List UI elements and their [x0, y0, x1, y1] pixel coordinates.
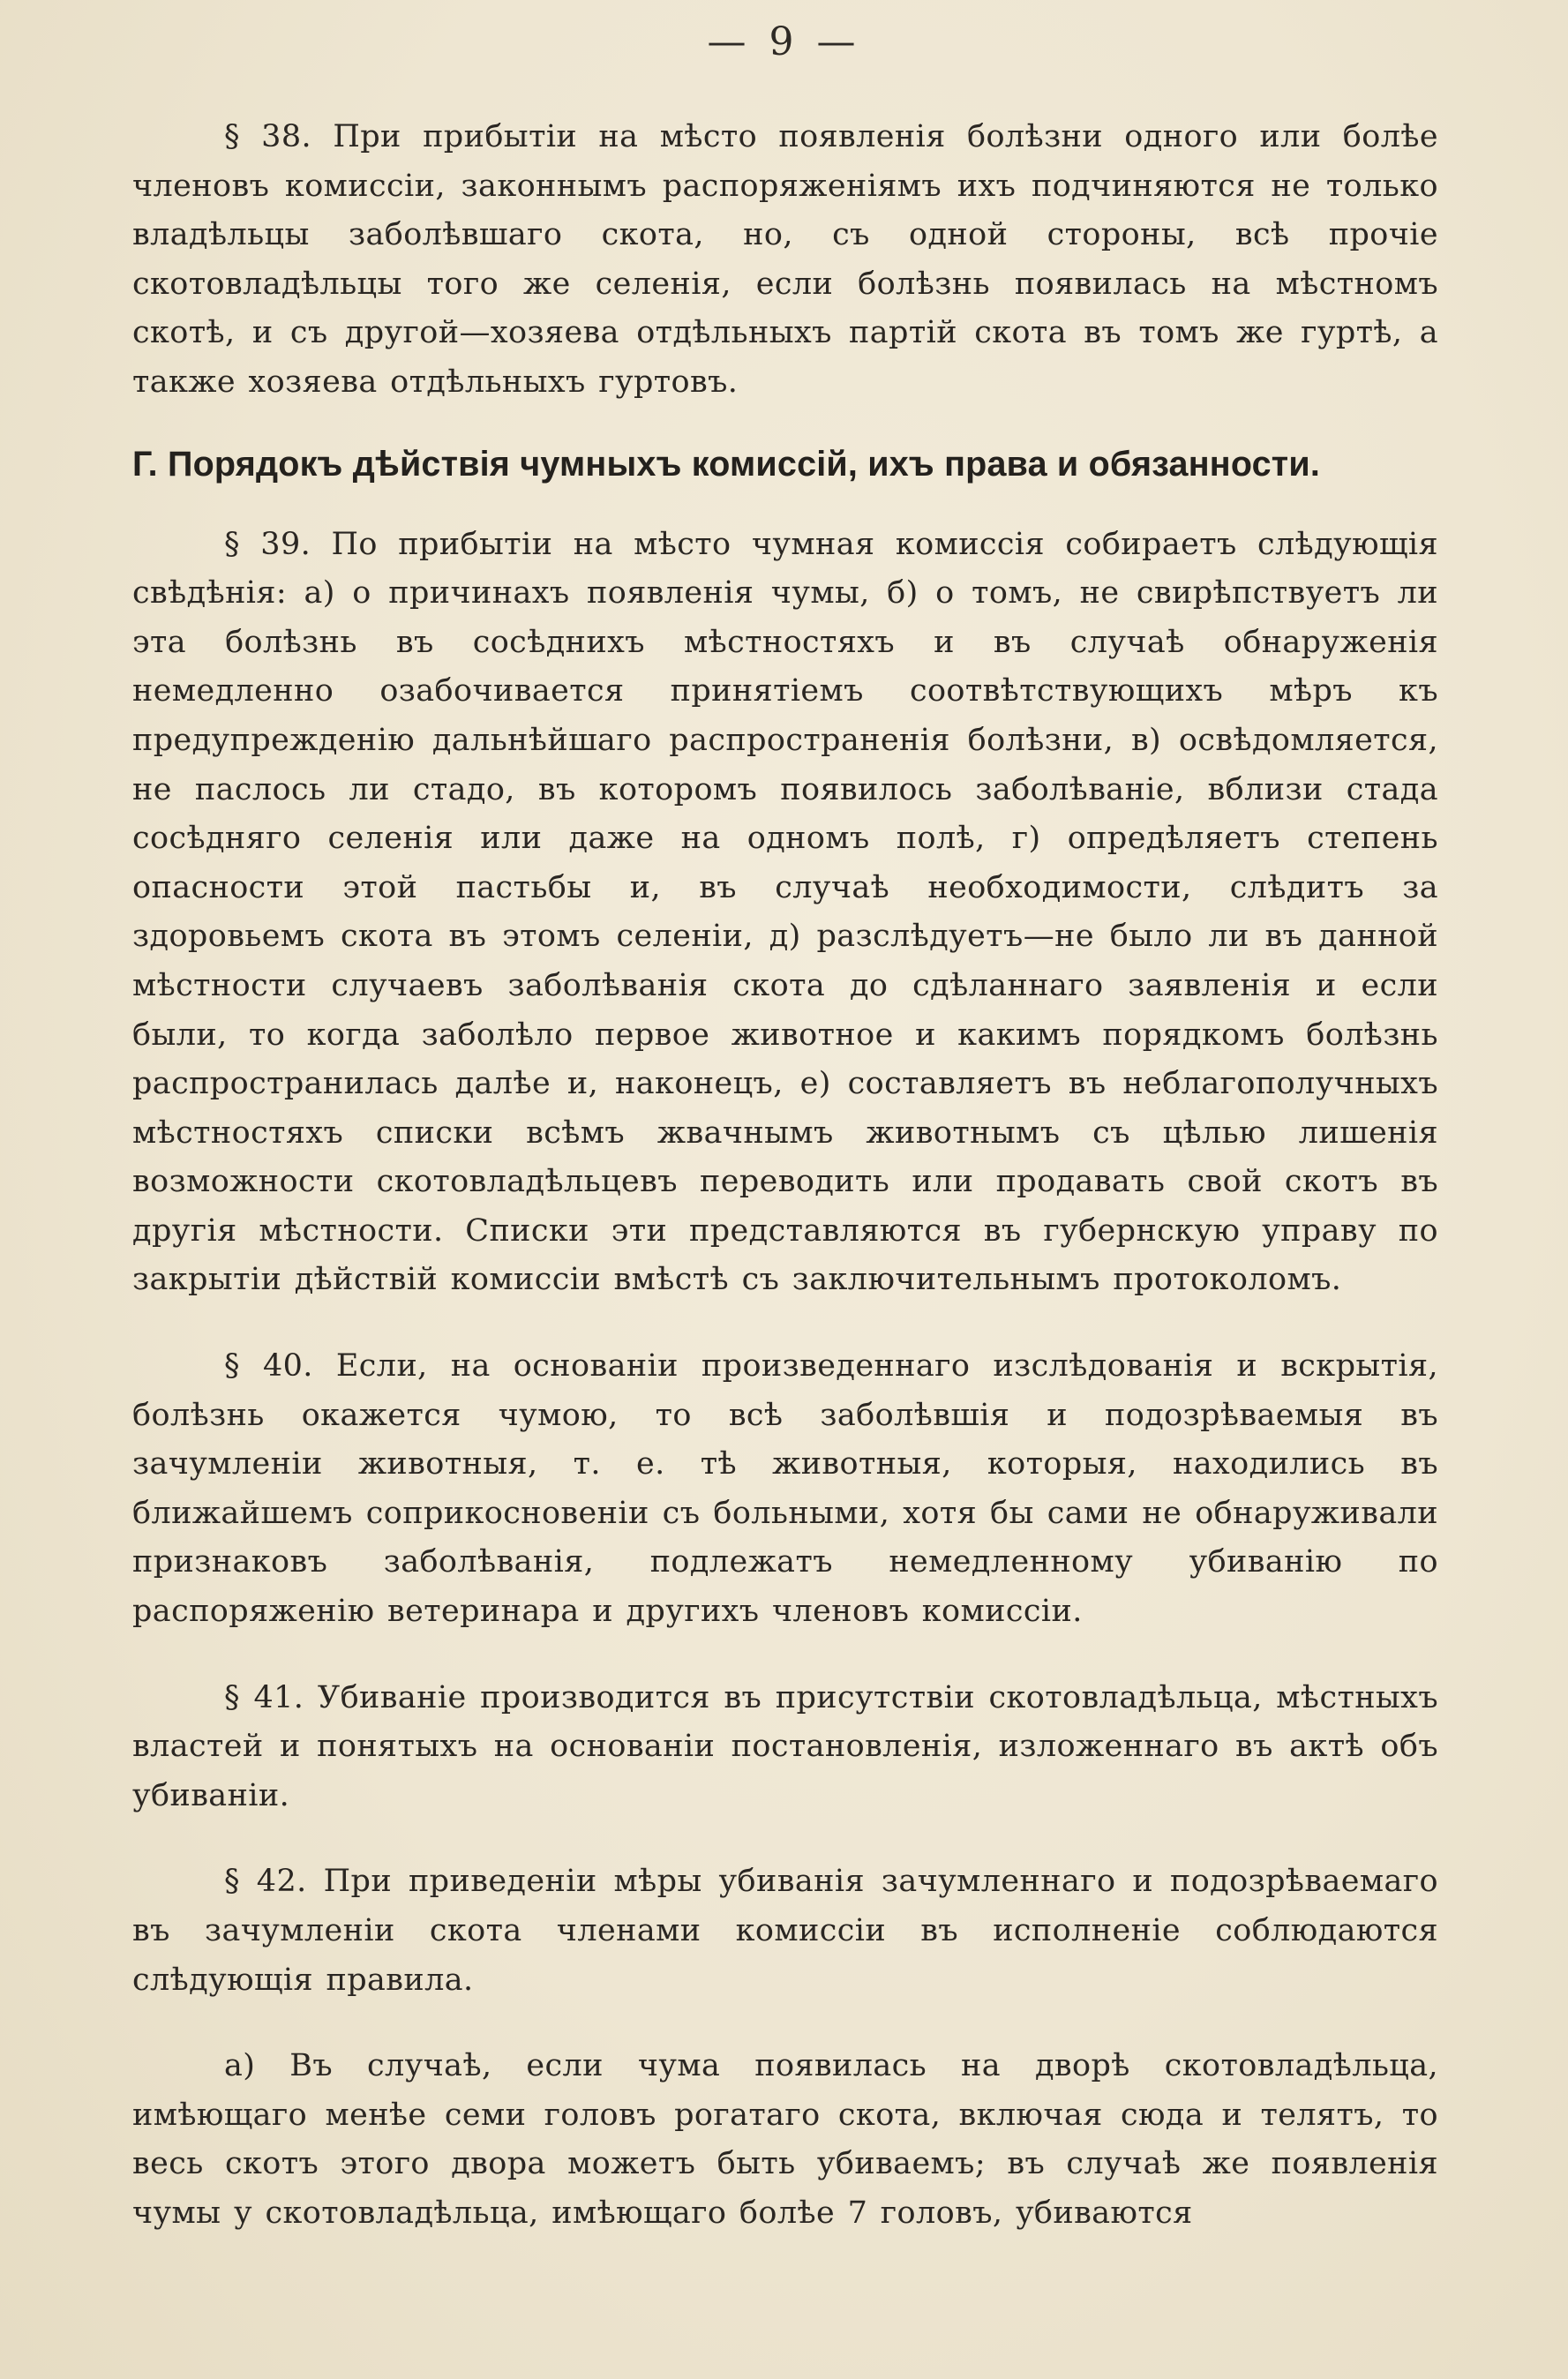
section-38: § 38. При прибытіи на мѣсто появленія болѣзни одного или болѣе членовъ комиссіи, законнымъ распоряженіямъ ихъ подчиняются не только владѣльцы заболѣвшаго скота, но, съ одной стороны, всѣ прочіе скотовладѣльцы того же селенія, если болѣзнь появилась на мѣстномъ скотѣ, и съ другой—хозяева отдѣльныхъ партій скота въ томъ же гуртѣ, а также хозяева отдѣльныхъ гуртовъ. — [132, 119, 1438, 400]
paragraph-gap — [132, 1820, 1438, 1857]
page-body — [132, 113, 1438, 2239]
section-41: § 41. Убиваніе производится въ присутствіи скотовладѣльца, мѣстныхъ властей и понятыхъ на основаніи постановленія, изложеннаго въ актѣ объ убиваніи. — [132, 1679, 1438, 1813]
page-number: — 9 — — [707, 19, 861, 64]
section-39: § 39. По прибытіи на мѣсто чумная комиссія собираетъ слѣдующія свѣдѣнія: а) о причинахъ появленія чумы, б) о томъ, не свирѣпствуетъ ли эта болѣзнь въ сосѣднихъ мѣстностяхъ и въ случаѣ обнаруженія немедленно озабочивается принятіемъ соотвѣтствующихъ мѣръ къ предупрежденію дальнѣйшаго распространенія болѣзни, в) освѣдомляется, не паслось ли стадо, въ которомъ появилось заболѣваніе, вблизи стада сосѣдняго селенія или даже на одномъ полѣ, г) опредѣляетъ степень опасности этой пастьбы и, въ случаѣ необходимости, слѣдитъ за здоровьемъ скота въ этомъ селеніи, д) разслѣдуетъ—не было ли въ данной мѣстности случаевъ заболѣванія скота до сдѣланнаго заявленія и если были, то когда заболѣло первое животное и какимъ порядкомъ болѣзнь распространилась далѣе и, наконецъ, е) составляетъ въ неблагополучныхъ мѣстностяхъ списки всѣмъ жвачнымъ животнымъ съ цѣлью лишенія возможности скотовладѣльцевъ переводить или продавать свой скотъ въ другія мѣстности. Списки эти представляются въ губернскую управу по закрытіи дѣйствій комиссіи вмѣстѣ съ заключительнымъ протоколомъ. — [132, 526, 1438, 1298]
section-42: § 42. При приведеніи мѣры убиванія зачумленнаго и подозрѣваемаго въ зачумленіи скота членами комиссіи въ исполненіе соблюдаются слѣдующія правила. — [132, 1864, 1438, 1998]
section-40: § 40. Если, на основаніи произведеннаго изслѣдованія и вскрытія, болѣзнь окажется чумою, то всѣ заболѣвшія и подозрѣваемыя въ зачумленіи животныя, т. е. тѣ животныя, которыя, находились въ ближайшемъ соприкосновеніи съ больными, хотя бы сами не обнаруживали признаковъ заболѣванія, подлежатъ немедленному убиванію по распоряженію ветеринара и другихъ членовъ комиссіи. — [132, 1348, 1438, 1630]
section-heading-g: Г. Порядокъ дѣйствія чумныхъ комиссій, ихъ права и обязанности. — [132, 444, 1321, 484]
paragraph-gap — [132, 1305, 1438, 1342]
section-42-item-a: а) Въ случаѣ, если чума появилась на дворѣ скотовладѣльца, имѣющаго менѣе семи головъ рогатаго скота, включая сюда и телятъ, то весь скотъ этого двора можетъ быть убиваемъ; въ случаѣ же появленія чумы у скотовладѣльца, имѣющаго болѣе 7 головъ, убиваются — [132, 2048, 1438, 2231]
paragraph-gap — [132, 2005, 1438, 2042]
paragraph-gap — [132, 1637, 1438, 1674]
